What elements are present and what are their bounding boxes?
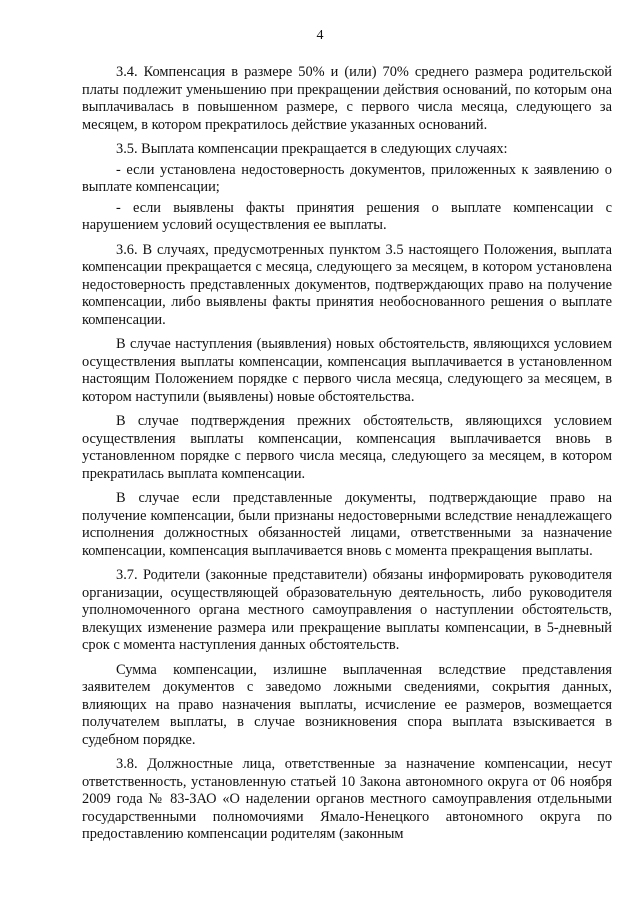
paragraph-previous-circumstances: В случае подтверждения прежних обстоятельств, являющихся условием осуществления выплаты компенсации, компенсация выплачивается вновь в установленном порядке с первого числа месяца, следующего за месяцем, в котором прекратилась выплата компенсации. bbox=[82, 413, 612, 482]
paragraph-3-5: 3.5. Выплата компенсации прекращается в следующих случаях: bbox=[116, 141, 508, 157]
list-item-facts: - если выявлены факты принятия решения о выплате компенсации с нарушением условий осуществления ее выплаты. bbox=[82, 199, 612, 233]
paragraph-3-6: 3.6. В случаях, предусмотренных пунктом 3.5 настоящего Положения, выплата компенсации прекращается с месяца, следующего за месяцем, в котором установлена недостоверность представленных документов, подтверждающих право на получение компенсации, либо выявлены факты принятия необоснованного решения о выплате компенсации. bbox=[82, 241, 612, 328]
paragraph-invalid-documents: В случае если представленные документы, подтверждающие право на получение компенсации, были признаны недостоверными вследствие ненадлежащего исполнения должностных обязанностей лицами, ответственными за назначение компенсации, компенсация выплачивается вновь с момента прекращения выплаты. bbox=[82, 490, 612, 559]
paragraph-3-8: 3.8. Должностные лица, ответственные за назначение компенсации, несут ответственность, установленную статьей 10 Закона автономного округа от 06 ноября 2009 года № 83-ЗАО «О наделении органов местного самоуправления отдельными государственными полномочиями Ямало-Ненецкого автономного округа по предоставлению компенсации родителям (законным bbox=[82, 756, 612, 842]
list-item-documents: - если установлена недостоверность документов, приложенных к заявлению о выплате компенсации; bbox=[82, 161, 612, 195]
document-body bbox=[82, 64, 612, 847]
paragraph-overpayment: Сумма компенсации, излишне выплаченная вследствие представления заявителем документов с заведомо ложными сведениями, сокрытия данных, влияющих на право назначения выплаты, исчисление ее размеров, возмещается получателем выплаты, в случае возникновения спора выплата взыскивается в судебном порядке. bbox=[82, 661, 612, 748]
paragraph-3-4: 3.4. Компенсация в размере 50% и (или) 70% среднего размера родительской платы подлежит уменьшению при прекращении действия оснований, по которым она выплачивалась в повышенном размере, с первого числа месяца, следующего за месяцем, в котором прекратилось действие указанных оснований. bbox=[82, 64, 612, 133]
paragraph-new-circumstances: В случае наступления (выявления) новых обстоятельств, являющихся условием осуществления выплаты компенсации, компенсация выплачивается в установленном настоящим Положением порядке с первого числа месяца, следующего за месяцем, в котором наступили (выявлены) новые обстоятельства. bbox=[82, 336, 612, 405]
paragraph-3-7: 3.7. Родители (законные представители) обязаны информировать руководителя организации, осуществляющей образовательную деятельность, либо руководителя уполномоченного органа местного самоуправления о наступлении обстоятельств, влекущих изменение размера или прекращение выплаты компенсации, в 5-дневный срок с момента наступления данных обстоятельств. bbox=[82, 567, 612, 653]
page-number: 4 bbox=[316, 28, 324, 43]
